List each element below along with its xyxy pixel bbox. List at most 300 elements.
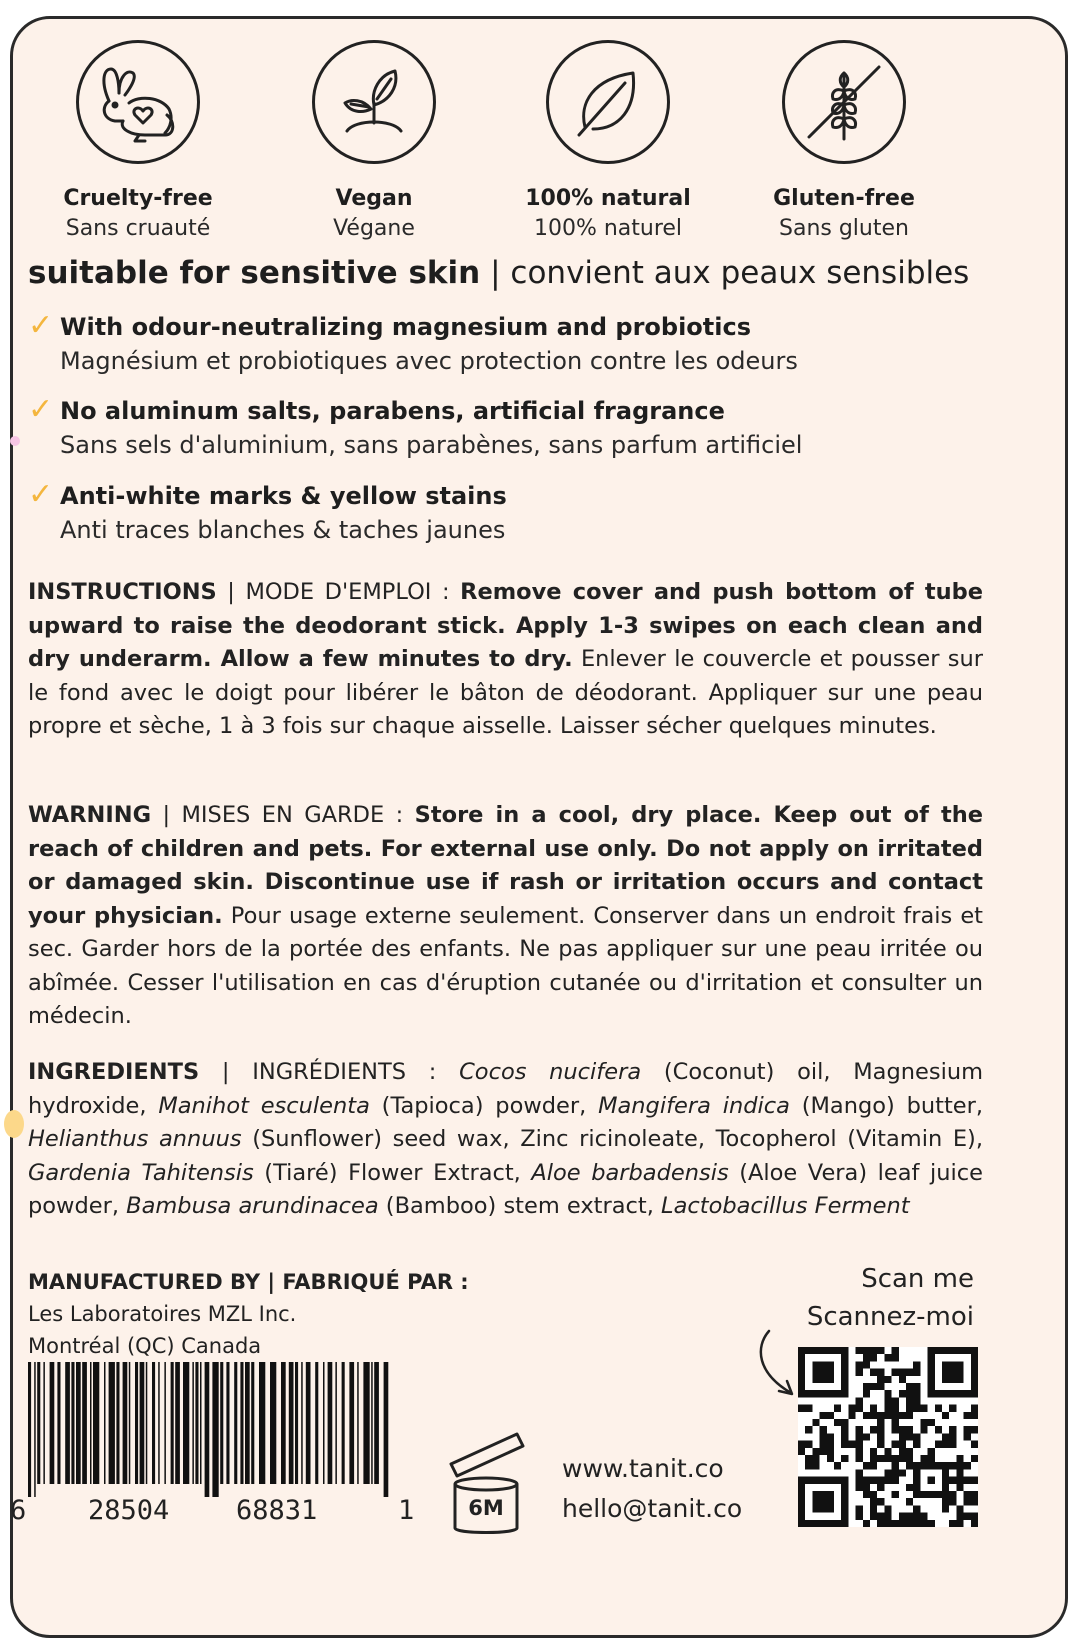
barcode-right-digits: 68831 <box>236 1495 318 1526</box>
ingredients-heading-en: INGREDIENTS <box>28 1059 200 1085</box>
qr-module <box>805 1455 812 1462</box>
qr-module <box>942 1412 949 1419</box>
qr-module <box>949 1462 956 1469</box>
barcode-bar <box>295 1362 298 1484</box>
qr-module <box>949 1491 956 1498</box>
qr-module <box>863 1477 870 1484</box>
feature-item <box>28 394 988 462</box>
qr-module <box>942 1498 949 1505</box>
barcode-bar <box>71 1362 74 1484</box>
barcode <box>28 1362 398 1497</box>
sensitive-separator: | <box>480 255 511 291</box>
ingredient-text: (Coconut) oil, Magnesium hydroxide, <box>28 1059 984 1119</box>
qr-module <box>913 1441 920 1448</box>
qr-module <box>812 1419 819 1426</box>
barcode-bar <box>28 1362 31 1497</box>
qr-module <box>877 1419 884 1426</box>
barcode-bar <box>306 1362 311 1484</box>
qr-module <box>913 1520 920 1527</box>
barcode-lead-digit: 6 <box>10 1495 27 1526</box>
qr-module <box>892 1397 899 1404</box>
qr-module <box>971 1412 978 1419</box>
qr-module <box>834 1405 841 1412</box>
qr-module <box>928 1455 935 1462</box>
qr-module <box>964 1513 971 1520</box>
qr-module <box>920 1405 927 1412</box>
barcode-bar <box>251 1362 254 1484</box>
qr-module <box>856 1441 863 1448</box>
qr-module <box>956 1462 963 1469</box>
qr-module <box>942 1505 949 1512</box>
qr-module <box>935 1405 942 1412</box>
qr-module <box>899 1390 906 1397</box>
qr-module <box>892 1491 899 1498</box>
qr-module <box>920 1520 927 1527</box>
barcode-bar <box>384 1362 389 1497</box>
qr-module <box>884 1469 891 1476</box>
barcode-bar <box>109 1362 115 1484</box>
qr-module <box>870 1477 877 1484</box>
qr-module <box>906 1397 913 1404</box>
badge-label-fr: 100% naturel <box>533 216 683 241</box>
qr-module <box>870 1498 877 1505</box>
barcode-bar <box>140 1362 145 1484</box>
barcode-bar <box>349 1362 354 1484</box>
qr-module <box>906 1433 913 1440</box>
qr-module <box>877 1520 884 1527</box>
qr-module <box>964 1426 971 1433</box>
qr-module <box>899 1426 906 1433</box>
qr-module <box>798 1448 805 1455</box>
barcode-bar <box>363 1362 369 1484</box>
qr-module <box>863 1383 870 1390</box>
ingredient-latin-name: Helianthus annuus <box>28 1126 242 1152</box>
barcode-trail-digit: 1 <box>398 1495 415 1526</box>
qr-module <box>899 1469 906 1476</box>
qr-module <box>856 1433 863 1440</box>
qr-module <box>971 1441 978 1448</box>
qr-module <box>964 1462 971 1469</box>
qr-module <box>899 1441 906 1448</box>
qr-module <box>920 1455 927 1462</box>
qr-module <box>820 1441 827 1448</box>
qr-module <box>870 1462 877 1469</box>
barcode-bar <box>116 1362 119 1484</box>
qr-module <box>848 1412 855 1419</box>
qr-module <box>870 1491 877 1498</box>
qr-module <box>928 1520 935 1527</box>
barcode-bar <box>57 1362 60 1484</box>
qr-module <box>863 1462 870 1469</box>
qr-module <box>913 1397 920 1404</box>
qr-module <box>863 1520 870 1527</box>
qr-module <box>971 1513 978 1520</box>
ingredient-latin-name: Gardenia Tahitensis <box>28 1159 254 1186</box>
scan-en: Scan me <box>861 1264 974 1294</box>
qr-module <box>805 1426 812 1433</box>
qr-module <box>870 1513 877 1520</box>
barcode-bar <box>328 1362 333 1484</box>
qr-code[interactable] <box>798 1347 978 1527</box>
barcode-bar <box>200 1362 202 1484</box>
sprout-icon <box>312 40 436 164</box>
qr-module <box>920 1426 927 1433</box>
qr-module <box>812 1455 819 1462</box>
barcode-bar <box>281 1362 286 1484</box>
barcode-bar <box>129 1362 131 1484</box>
qr-module <box>920 1419 927 1426</box>
qr-module <box>906 1390 913 1397</box>
barcode-bar <box>43 1362 45 1484</box>
qr-module <box>827 1412 834 1419</box>
qr-module <box>841 1419 848 1426</box>
qr-module <box>884 1405 891 1412</box>
qr-module <box>928 1419 935 1426</box>
qr-module <box>870 1448 877 1455</box>
qr-module <box>899 1455 906 1462</box>
qr-module <box>877 1383 884 1390</box>
sensitive-en: suitable for sensitive skin <box>28 255 481 291</box>
qr-module <box>892 1347 899 1354</box>
barcode-bar <box>175 1362 180 1484</box>
ingredient-text: (Bamboo) stem extract, <box>378 1193 662 1219</box>
qr-module <box>906 1462 913 1469</box>
qr-module <box>877 1513 884 1520</box>
ingredient-latin-name: Mangifera indica <box>598 1092 790 1119</box>
qr-module <box>892 1354 899 1361</box>
qr-module <box>971 1426 978 1433</box>
qr-module <box>906 1369 913 1376</box>
qr-module <box>870 1369 877 1376</box>
curved-arrow-icon <box>745 1325 805 1405</box>
feature-fr: Magnésium et probiotiques avec protection contre les odeurs <box>60 347 798 375</box>
barcode-bar <box>245 1362 250 1484</box>
qr-module <box>856 1361 863 1368</box>
qr-module <box>906 1484 913 1491</box>
qr-module <box>913 1383 920 1390</box>
qr-module <box>964 1498 971 1505</box>
barcode-bar <box>135 1362 138 1484</box>
instructions-section <box>28 576 983 744</box>
ingredients-separator: | <box>199 1059 253 1085</box>
qr-module <box>899 1448 906 1455</box>
qr-module <box>892 1441 899 1448</box>
qr-module <box>892 1369 899 1376</box>
barcode-bar <box>183 1362 189 1484</box>
qr-module <box>913 1405 920 1412</box>
qr-module <box>870 1405 877 1412</box>
barcode-bar <box>50 1362 55 1484</box>
qr-module <box>906 1383 913 1390</box>
qr-module <box>877 1498 884 1505</box>
qr-module <box>856 1347 863 1354</box>
barcode-bar <box>65 1362 70 1484</box>
qr-module <box>884 1448 891 1455</box>
barcode-bar <box>323 1362 325 1484</box>
barcode-bar <box>205 1362 210 1497</box>
qr-module <box>884 1455 891 1462</box>
check-icon: ✓ <box>28 392 54 427</box>
ingredient-latin-name: Bambusa arundinacea <box>126 1193 379 1219</box>
barcode-bar <box>371 1362 373 1484</box>
qr-module <box>949 1477 956 1484</box>
qr-module <box>877 1433 884 1440</box>
barcode-bar <box>335 1362 337 1484</box>
qr-module <box>856 1484 863 1491</box>
qr-module <box>942 1441 949 1448</box>
feature-item <box>28 479 988 547</box>
qr-module <box>906 1448 913 1455</box>
barcode-bar <box>152 1362 155 1484</box>
barcode-bar <box>164 1362 166 1484</box>
qr-module <box>856 1426 863 1433</box>
ingredient-text: (Mango) butter, <box>789 1092 984 1119</box>
leaf-icon <box>546 40 670 164</box>
qr-module <box>884 1354 891 1361</box>
barcode-bar <box>123 1362 128 1484</box>
feature-fr: Sans sels d'aluminium, sans parabènes, sans parfum artificiel <box>60 431 803 459</box>
qr-module <box>906 1426 913 1433</box>
qr-module <box>971 1498 978 1505</box>
qr-module <box>906 1520 913 1527</box>
qr-module <box>863 1433 870 1440</box>
rabbit-heart-icon <box>76 40 200 164</box>
qr-module <box>827 1455 834 1462</box>
instructions-text-en: Remove cover and push bottom of tube upward to raise the deodorant stick. Apply 1-3 swipes on each clean and dry underarm. Allow a few minutes to dry. <box>28 579 983 672</box>
qr-module <box>899 1433 906 1440</box>
qr-module <box>971 1520 978 1527</box>
qr-module <box>863 1361 870 1368</box>
qr-module <box>834 1419 841 1426</box>
barcode-bar <box>158 1362 160 1484</box>
barcode-bar <box>93 1362 99 1484</box>
scan-fr: Scannez-moi <box>806 1302 974 1332</box>
badge-vegan <box>264 40 484 244</box>
ingredients-heading-fr: INGRÉDIENTS <box>252 1059 407 1085</box>
qr-module <box>856 1513 863 1520</box>
qr-module <box>870 1426 877 1433</box>
ingredient-text: (Aloe Vera) leaf juice powder, <box>28 1159 983 1219</box>
qr-module <box>956 1505 963 1512</box>
qr-module <box>892 1455 899 1462</box>
website-link[interactable]: www.tanit.co <box>562 1454 724 1483</box>
qr-module <box>827 1433 834 1440</box>
qr-module <box>841 1455 848 1462</box>
qr-module <box>863 1390 870 1397</box>
instructions-heading-en: INSTRUCTIONS <box>28 579 217 605</box>
qr-module <box>884 1477 891 1484</box>
qr-module <box>956 1455 963 1462</box>
qr-module <box>877 1369 884 1376</box>
qr-module <box>906 1498 913 1505</box>
warning-heading-en: WARNING <box>28 802 152 828</box>
qr-module <box>971 1405 978 1412</box>
barcode-bar <box>342 1362 345 1484</box>
manufacturer-heading: MANUFACTURED BY | FABRIQUÉ PAR : <box>28 1270 469 1294</box>
ingredient-latin-name: Lactobacillus Ferment <box>661 1193 910 1219</box>
email-link[interactable]: hello@tanit.co <box>562 1494 743 1523</box>
qr-module <box>834 1462 841 1469</box>
barcode-bar <box>76 1362 81 1484</box>
sensitive-fr: convient aux peaux sensibles <box>510 255 970 291</box>
qr-module <box>798 1441 805 1448</box>
decorative-dot <box>4 1110 24 1138</box>
qr-module <box>892 1469 899 1476</box>
qr-module <box>848 1405 855 1412</box>
qr-module <box>877 1376 884 1383</box>
barcode-bar <box>270 1362 276 1484</box>
qr-module <box>884 1412 891 1419</box>
qr-module <box>892 1462 899 1469</box>
barcode-bar <box>357 1362 359 1484</box>
ingredient-text: (Sunflower) seed wax, Zinc ricinoleate, Tocopherol (Vitamin E), <box>241 1126 983 1152</box>
barcode-left-digits: 28504 <box>88 1495 170 1526</box>
qr-module <box>892 1477 899 1484</box>
feature-en: No aluminum salts, parabens, artificial fragrance <box>60 397 725 425</box>
qr-module <box>956 1484 963 1491</box>
qr-module <box>870 1412 877 1419</box>
qr-module <box>899 1520 906 1527</box>
ingredient-latin-name: Manihot esculenta <box>158 1092 370 1119</box>
no-wheat-icon <box>782 40 906 164</box>
badge-label-fr: Sans gluten <box>779 216 909 241</box>
qr-module <box>892 1520 899 1527</box>
period-after-opening-icon <box>441 1424 531 1539</box>
qr-module <box>899 1513 906 1520</box>
feature-item <box>28 310 988 378</box>
barcode-bar <box>259 1362 265 1484</box>
qr-module <box>964 1433 971 1440</box>
qr-module <box>956 1469 963 1476</box>
pao-label: 6M <box>468 1496 504 1520</box>
qr-module <box>956 1477 963 1484</box>
qr-module <box>906 1412 913 1419</box>
badge-label-en: Cruelty-free <box>63 186 213 211</box>
warning-section <box>28 799 983 1034</box>
qr-module <box>841 1441 848 1448</box>
qr-module <box>942 1433 949 1440</box>
qr-module <box>870 1354 877 1361</box>
badge-label-en: Gluten-free <box>773 186 915 211</box>
check-icon: ✓ <box>28 308 54 343</box>
qr-module <box>863 1354 870 1361</box>
qr-module <box>877 1484 884 1491</box>
qr-module <box>949 1498 956 1505</box>
barcode-bar <box>90 1362 92 1484</box>
qr-module <box>949 1433 956 1440</box>
qr-module <box>892 1419 899 1426</box>
badge-cruelty-free <box>28 40 248 244</box>
qr-module <box>949 1520 956 1527</box>
qr-module <box>877 1347 884 1354</box>
instructions-text-fr: Enlever le couvercle et pousser sur le fond avec le doigt pour libérer le bâton de déodorant. Appliquer sur une peau propre et sèche, 1 à 3 fois sur chaque aisselle. Laisser sécher quelques minutes. <box>28 646 983 739</box>
qr-module <box>949 1405 956 1412</box>
qr-module <box>841 1433 848 1440</box>
qr-module <box>906 1513 913 1520</box>
qr-module <box>856 1397 863 1404</box>
barcode-bar <box>234 1362 237 1484</box>
qr-module <box>863 1491 870 1498</box>
qr-module <box>841 1426 848 1433</box>
ingredient-text: (Tapioca) powder, <box>369 1092 599 1119</box>
qr-module <box>877 1412 884 1419</box>
badge-natural <box>498 40 718 244</box>
qr-module <box>971 1455 978 1462</box>
ingredient-text: (Tiaré) Flower Extract, <box>253 1159 532 1186</box>
badge-label-fr: Végane <box>333 216 415 241</box>
qr-module <box>798 1405 805 1412</box>
barcode-bar <box>374 1362 379 1484</box>
qr-module <box>856 1505 863 1512</box>
qr-module <box>913 1505 920 1512</box>
barcode-bar <box>37 1362 40 1484</box>
qr-module <box>949 1441 956 1448</box>
qr-module <box>913 1361 920 1368</box>
manufacturer-name: Les Laboratoires MZL Inc. <box>28 1302 297 1326</box>
warning-text-en: Store in a cool, dry place. Keep out of the reach of children and pets. For external use only. Do not apply on irritated or damaged skin. Discontinue use if rash or irritation occurs and contact your physician. <box>28 802 983 929</box>
qr-module <box>863 1412 870 1419</box>
badge-label-fr: Sans cruauté <box>65 216 211 241</box>
qr-module <box>870 1383 877 1390</box>
qr-module <box>856 1455 863 1462</box>
qr-module <box>884 1505 891 1512</box>
qr-module <box>863 1484 870 1491</box>
manufacturer-block <box>28 1266 469 1362</box>
qr-module <box>848 1441 855 1448</box>
qr-module <box>877 1455 884 1462</box>
manufacturer-location: Montréal (QC) Canada <box>28 1334 262 1358</box>
barcode-bar <box>195 1362 198 1484</box>
instructions-separator: | <box>216 579 246 605</box>
barcode-bar <box>146 1362 148 1484</box>
qr-module <box>820 1426 827 1433</box>
qr-module <box>827 1441 834 1448</box>
qr-module <box>906 1405 913 1412</box>
scan-prompt <box>807 1260 974 1336</box>
qr-module <box>920 1513 927 1520</box>
qr-module <box>884 1520 891 1527</box>
qr-module <box>820 1412 827 1419</box>
barcode-bar <box>104 1362 106 1484</box>
warning-colon: : <box>384 802 415 828</box>
qr-module <box>892 1405 899 1412</box>
ingredients-section <box>28 1056 983 1224</box>
qr-module <box>863 1347 870 1354</box>
qr-module <box>805 1405 812 1412</box>
ingredient-latin-name: Cocos nucifera <box>459 1059 642 1085</box>
qr-module <box>956 1513 963 1520</box>
badge-gluten-free <box>734 40 954 244</box>
qr-module <box>949 1426 956 1433</box>
qr-module <box>812 1462 819 1469</box>
barcode-bar <box>192 1362 194 1484</box>
qr-module <box>870 1347 877 1354</box>
qr-module <box>877 1426 884 1433</box>
qr-module <box>899 1369 906 1376</box>
qr-module <box>884 1513 891 1520</box>
qr-module <box>877 1477 884 1484</box>
qr-module <box>805 1462 812 1469</box>
qr-module <box>892 1426 899 1433</box>
qr-module <box>928 1448 935 1455</box>
ingredients-colon: : <box>406 1059 460 1085</box>
qr-module <box>812 1448 819 1455</box>
badge-row <box>28 40 1028 240</box>
qr-module <box>856 1405 863 1412</box>
qr-module <box>820 1433 827 1440</box>
instructions-colon: : <box>431 579 461 605</box>
decorative-dot <box>10 436 20 446</box>
